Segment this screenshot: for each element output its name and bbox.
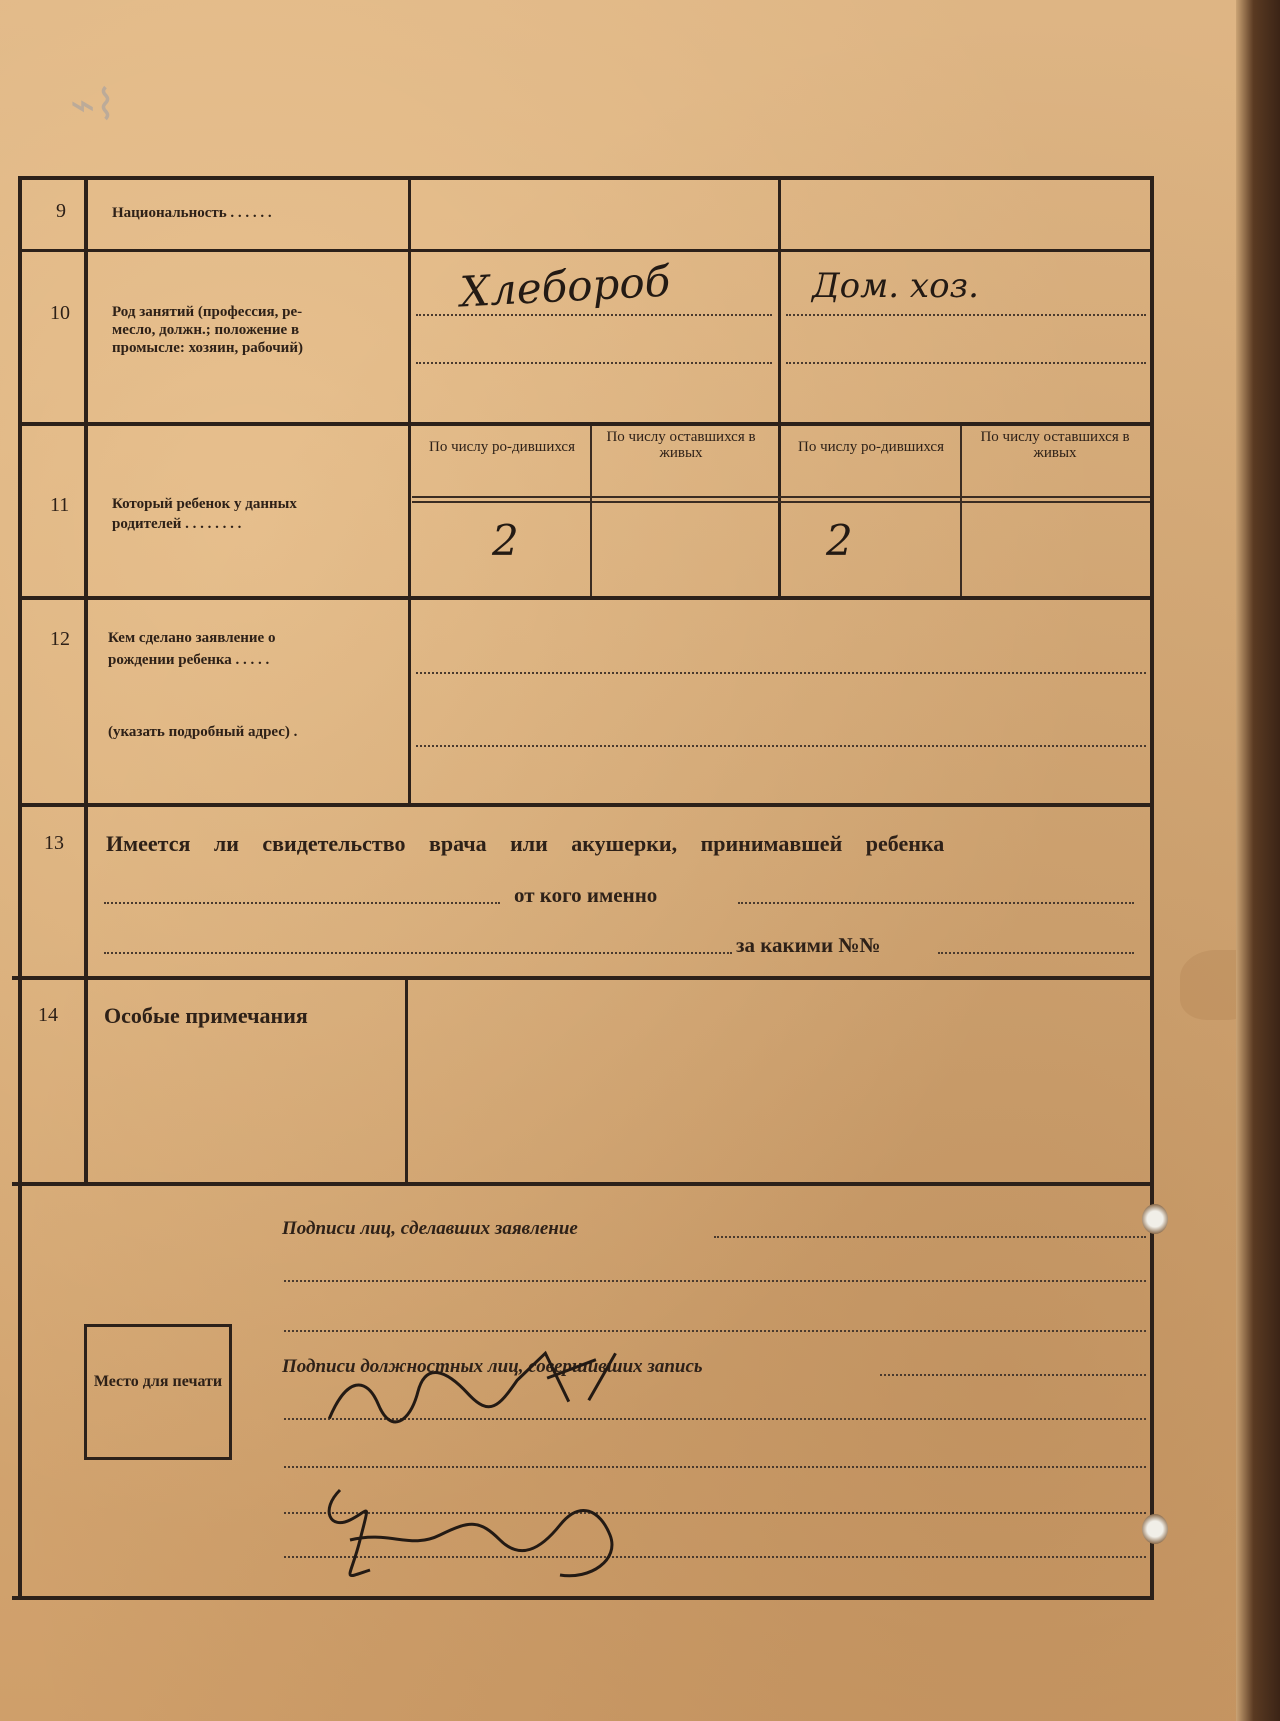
- official-signature-1: [315, 1337, 641, 1450]
- official-signature-2: [310, 1480, 670, 1594]
- label-declarant-2: рождении ребенка . . . . .: [108, 652, 270, 668]
- row12-line: [416, 672, 1146, 674]
- row-number-12: 12: [50, 628, 70, 650]
- label-from-whom: от кого именно: [514, 883, 658, 907]
- signature-scribble-1: [315, 1337, 640, 1439]
- label-nationality: Национальность . . . . . .: [112, 205, 272, 221]
- signature-line: [880, 1374, 1146, 1376]
- row-sep-13-14: [12, 976, 1154, 980]
- row11-header-rule: [412, 496, 1150, 498]
- binder-edge: [1236, 0, 1280, 1721]
- row12-line: [416, 745, 1146, 747]
- row-sep-9-10: [18, 249, 1154, 252]
- row13-line: [938, 952, 1134, 954]
- label-occupation-3: промысле: хозяин, рабочий): [112, 340, 303, 356]
- row-sep-12-13: [18, 803, 1154, 807]
- row-number-9: 9: [56, 200, 66, 222]
- mother-occupation: Дом. хоз.: [812, 266, 979, 306]
- label-column-divider-14: [405, 980, 408, 1182]
- header-alive-mother: По числу оставшихся в живых: [980, 429, 1130, 461]
- row-sep-14-signatures: [12, 1182, 1154, 1186]
- header-born-father: По числу ро-дившихся: [429, 439, 575, 455]
- born-count-father: 2: [492, 516, 519, 565]
- row-number-11: 11: [50, 494, 70, 516]
- label-column-divider: [408, 176, 411, 806]
- header-born-mother: По числу ро-дившихся: [798, 439, 944, 455]
- signature-line: [714, 1236, 1146, 1238]
- label-occupation-2: месло, должн.; положение в: [112, 322, 300, 338]
- row10-line: [786, 314, 1146, 316]
- signature-scribble-2: [310, 1480, 670, 1590]
- binding-hole: [1142, 1514, 1168, 1544]
- seal-place-box: [84, 1324, 232, 1460]
- signature-line: [284, 1466, 1146, 1468]
- row11-header-rule: [412, 501, 1150, 503]
- row-sep-10-11: [18, 422, 1154, 426]
- pencil-mark: ⌁⌇: [70, 80, 116, 129]
- binding-hole: [1142, 1204, 1168, 1234]
- row13-line: [104, 902, 500, 904]
- label-occupation-1: Род занятий (профессия, ре-: [112, 304, 303, 320]
- row11-subdivider-1: [590, 424, 592, 598]
- row-number-10: 10: [50, 302, 70, 324]
- number-column-divider: [84, 176, 88, 1182]
- table-top-border: [18, 176, 1154, 180]
- signature-line: [284, 1280, 1146, 1282]
- signature-line: [284, 1330, 1146, 1332]
- label-officials-signatures: Подписи должностных лиц, совершивших запись: [282, 1356, 703, 1377]
- label-child-order-2: родителей . . . . . . . .: [112, 516, 242, 532]
- row10-line: [786, 362, 1146, 364]
- row10-line: [416, 362, 772, 364]
- row-number-14: 14: [38, 1004, 58, 1026]
- row13-line: [104, 952, 732, 954]
- row-sep-11-12: [18, 596, 1154, 600]
- label-special-notes: Особые примечания: [104, 1003, 308, 1028]
- born-count-mother: 2: [826, 516, 853, 565]
- seal-place-label: Место для печати: [93, 1373, 223, 1390]
- row11-subdivider-2: [960, 424, 962, 598]
- label-numbers: за какими №№: [736, 933, 881, 957]
- header-alive-father: По числу оставшихся в живых: [606, 429, 756, 461]
- label-child-order-1: Который ребенок у данных: [112, 496, 297, 512]
- table-left-border: [18, 176, 22, 1600]
- label-declarant-1: Кем сделано заявление о: [108, 630, 276, 646]
- row-number-13: 13: [44, 832, 64, 854]
- table-right-border: [1150, 176, 1154, 1600]
- label-declarant-address: (указать подробный адрес) .: [108, 724, 298, 740]
- parents-column-divider: [778, 176, 781, 598]
- father-occupation: Хлебороб: [458, 256, 672, 317]
- row13-line: [738, 902, 1134, 904]
- table-bottom-border: [12, 1596, 1154, 1600]
- label-doctor-certificate: Имеется ли свидетельство врача или акушерки, принимавшей ребенка: [106, 831, 945, 856]
- label-declarant-signatures: Подписи лиц, сделавших заявление: [282, 1218, 578, 1239]
